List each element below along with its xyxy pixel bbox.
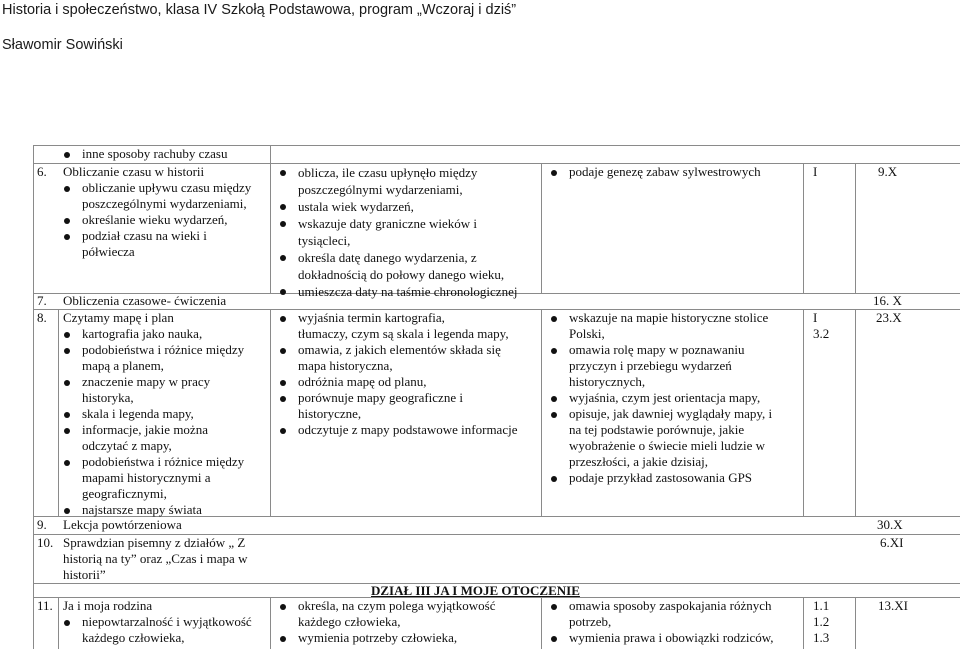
list-item: podobieństwa i różnice między mapą a planem, xyxy=(62,342,244,374)
list-item: określa, na czym polega wyjątkowość każdego człowieka, xyxy=(278,598,495,630)
bullet-icon xyxy=(64,332,70,338)
bullet-icon xyxy=(551,348,557,354)
row11-extended xyxy=(549,598,774,646)
list-item: kartografia jako nauka, xyxy=(62,326,244,342)
row9-title: Lekcja powtórzeniowa xyxy=(63,517,182,532)
list-item: wyjaśnia, czym jest orientacja mapy, xyxy=(549,390,772,406)
col-border xyxy=(803,597,804,649)
bullet-icon xyxy=(280,221,286,227)
row11-topics xyxy=(62,614,252,646)
bullet-icon xyxy=(551,396,557,402)
list-item: określanie wieku wydarzeń, xyxy=(62,212,251,228)
bullet-icon xyxy=(64,428,70,434)
list-item: inne sposoby rachuby czasu xyxy=(62,146,228,162)
row10-title: Sprawdzian pisemny z działów „ Z historią na ty” oraz „Czas i mapa w historii” xyxy=(63,535,248,582)
row11-requirement: 1.1 1.2 1.3 xyxy=(813,598,830,645)
bullet-icon xyxy=(64,234,70,240)
list-item: podaje genezę zabaw sylwestrowych xyxy=(549,164,761,180)
document-title: Historia i społeczeństwo, klasa IV Szkołą Podstawowa, program „Wczoraj i dziś” xyxy=(2,2,517,18)
row5-topics xyxy=(62,146,228,162)
bullet-icon xyxy=(551,316,557,322)
col-border xyxy=(541,309,542,516)
row6-basic xyxy=(278,164,517,300)
row8-number: 8. xyxy=(37,310,47,325)
list-item: najstarsze mapy świata xyxy=(62,502,244,518)
col-border xyxy=(58,309,59,516)
bullet-icon xyxy=(64,152,70,158)
row6-extended xyxy=(549,164,761,180)
list-item: odróżnia mapę od planu, xyxy=(278,374,517,390)
bullet-icon xyxy=(64,186,70,192)
row8-basic xyxy=(278,310,517,438)
bullet-icon xyxy=(280,348,286,354)
row6-topics xyxy=(62,180,251,260)
bullet-icon xyxy=(551,636,557,642)
col-border xyxy=(58,597,59,649)
list-item: umieszcza daty na taśmie chronologicznej xyxy=(278,283,517,300)
bullet-icon xyxy=(280,170,286,176)
col-border xyxy=(33,145,34,649)
row11-basic xyxy=(278,598,495,646)
bullet-icon xyxy=(64,620,70,626)
list-item: podział czasu na wieki i półwiecza xyxy=(62,228,251,260)
col-border xyxy=(803,309,804,516)
list-item: wyjaśnia termin kartografia, tłumaczy, czym są skala i legenda mapy, xyxy=(278,310,517,342)
row8-requirement: I 3.2 xyxy=(813,310,830,341)
bullet-icon xyxy=(64,412,70,418)
list-item: porównuje mapy geograficzne i historyczne, xyxy=(278,390,517,422)
bullet-icon xyxy=(280,289,286,295)
list-item: omawia sposoby zaspokajania różnych potrzeb, xyxy=(549,598,774,630)
row6-requirement: I xyxy=(813,164,818,179)
row8-title: Czytamy mapę i plan xyxy=(63,310,174,325)
bullet-icon xyxy=(280,604,286,610)
list-item: znaczenie mapy w pracy historyka, xyxy=(62,374,244,406)
bullet-icon xyxy=(280,316,286,322)
row11-title: Ja i moja rodzina xyxy=(63,598,153,613)
list-item: informacje, jakie można odczytać z mapy, xyxy=(62,422,244,454)
document-author: Sławomir Sowiński xyxy=(2,37,123,53)
list-item: wymienia potrzeby człowieka, xyxy=(278,630,495,646)
col-border xyxy=(803,163,804,293)
row11-date: 13.XI xyxy=(878,598,908,613)
list-item: podobieństwa i różnice między mapami historycznymi a geograficznymi, xyxy=(62,454,244,502)
list-item: omawia, z jakich elementów składa się mapa historyczna, xyxy=(278,342,517,374)
col-border xyxy=(855,597,856,649)
row11-number: 11. xyxy=(37,598,53,613)
row7-number: 7. xyxy=(37,293,47,308)
row10-number: 10. xyxy=(37,535,54,550)
list-item: ustala wiek wydarzeń, xyxy=(278,198,517,215)
bullet-icon xyxy=(280,255,286,261)
list-item: określa datę danego wydarzenia, z dokładnością do połowy danego wieku, xyxy=(278,249,517,283)
list-item: obliczanie upływu czasu między poszczególnymi wydarzeniami, xyxy=(62,180,251,212)
list-item: skala i legenda mapy, xyxy=(62,406,244,422)
list-item: odczytuje z mapy podstawowe informacje xyxy=(278,422,517,438)
row9-date: 30.X xyxy=(877,517,903,532)
bullet-icon xyxy=(551,170,557,176)
bullet-icon xyxy=(551,604,557,610)
row10-date: 6.XI xyxy=(880,535,904,550)
bullet-icon xyxy=(64,380,70,386)
col-border xyxy=(270,145,271,293)
bullet-icon xyxy=(280,636,286,642)
bullet-icon xyxy=(280,204,286,210)
section-heading: DZIAŁ III JA I MOJE OTOCZENIE xyxy=(371,583,580,598)
list-item: niepowtarzalność i wyjątkowość każdego człowieka, xyxy=(62,614,252,646)
row6-number: 6. xyxy=(37,164,47,179)
col-border xyxy=(541,163,542,293)
bullet-icon xyxy=(64,508,70,514)
row8-extended xyxy=(549,310,772,486)
bullet-icon xyxy=(551,412,557,418)
row8-topics xyxy=(62,326,244,518)
list-item: wymienia prawa i obowiązki rodziców, xyxy=(549,630,774,646)
col-border xyxy=(270,309,271,516)
list-item: opisuje, jak dawniej wyglądały mapy, i na tej podstawie porównuje, jakie wyobrażenie o świecie mieli ludzie w przeszłości, a jakie dzisiaj, xyxy=(549,406,772,470)
bullet-icon xyxy=(280,396,286,402)
row6-date: 9.X xyxy=(878,164,898,179)
bullet-icon xyxy=(280,380,286,386)
bullet-icon xyxy=(64,218,70,224)
bullet-icon xyxy=(64,348,70,354)
col-border xyxy=(855,309,856,516)
row9-number: 9. xyxy=(37,517,47,532)
col-border xyxy=(270,597,271,649)
col-border xyxy=(855,163,856,293)
row6-title: Obliczanie czasu w historii xyxy=(63,164,205,179)
list-item: wskazuje daty graniczne wieków i tysiącleci, xyxy=(278,215,517,249)
list-item: wskazuje na mapie historyczne stolice Polski, xyxy=(549,310,772,342)
bullet-icon xyxy=(64,460,70,466)
list-item: oblicza, ile czasu upłynęło między poszczególnymi wydarzeniami, xyxy=(278,164,517,198)
bullet-icon xyxy=(551,476,557,482)
row8-date: 23.X xyxy=(876,310,902,325)
row7-title: Obliczenia czasowe- ćwiczenia xyxy=(63,293,227,308)
col-border xyxy=(541,597,542,649)
list-item: omawia rolę mapy w poznawaniu przyczyn i przebiegu wydarzeń historycznych, xyxy=(549,342,772,390)
row7-date: 16. X xyxy=(873,293,902,308)
bullet-icon xyxy=(280,428,286,434)
list-item: podaje przykład zastosowania GPS xyxy=(549,470,772,486)
